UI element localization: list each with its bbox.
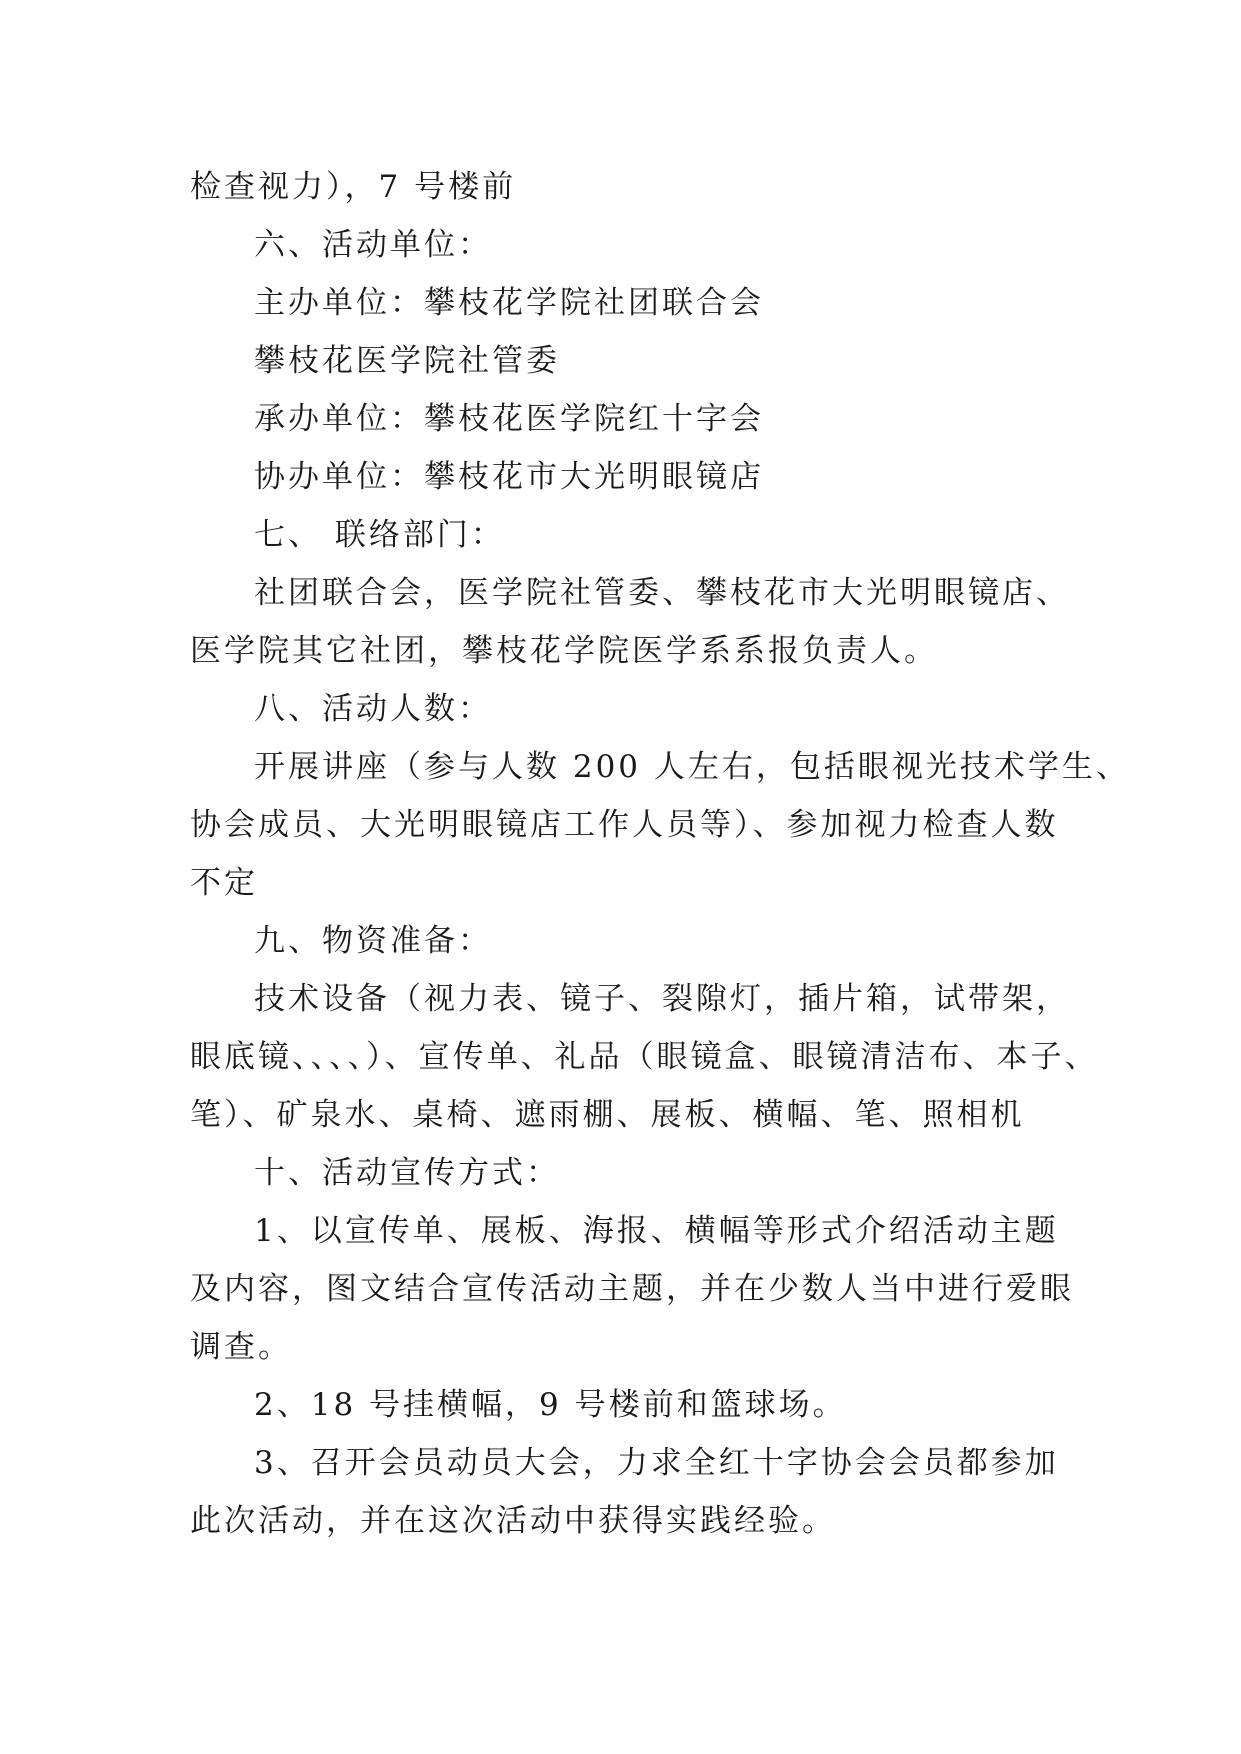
participants-paragraph-line: 开展讲座（参与人数 200 人左右，包括眼视光技术学生、 (254, 749, 1130, 785)
contacts-paragraph-line: 医学院其它社团，攀枝花学院医学系系报负责人。 (190, 633, 938, 669)
section-heading-organizers: 六、活动单位： (254, 227, 492, 263)
publicity-item-1-line: 1、以宣传单、展板、海报、横幅等形式介绍活动主题 (254, 1213, 1059, 1249)
participants-paragraph-line: 协会成员、大光明眼镜店工作人员等）、参加视力检查人数 (190, 807, 1059, 843)
section-heading-contacts: 七、 联络部门： (254, 517, 505, 553)
publicity-item-3-line: 3、召开会员动员大会，力求全红十字协会会员都参加 (254, 1445, 1059, 1481)
publicity-item-1-line: 及内容，图文结合宣传活动主题，并在少数人当中进行爱眼 (190, 1271, 1074, 1307)
host-organizer: 主办单位：攀枝花学院社团联合会 (254, 285, 764, 321)
executing-organizer: 承办单位：攀枝花医学院红十字会 (254, 401, 764, 437)
materials-paragraph-line: 笔）、矿泉水、桌椅、遮雨棚、展板、横幅、笔、照相机 (190, 1097, 1025, 1133)
host-organizer-second: 攀枝花医学院社管委 (254, 343, 560, 379)
document-body (190, 158, 1130, 1550)
continued-line-vision-check: 检查视力），7 号楼前 (190, 169, 517, 205)
section-heading-materials: 九、物资准备： (254, 923, 492, 959)
contacts-paragraph-line: 社团联合会，医学院社管委、攀枝花市大光明眼镜店、 (254, 575, 1070, 611)
materials-paragraph-line: 技术设备（视力表、镜子、裂隙灯，插片箱，试带架， (254, 981, 1070, 1017)
publicity-item-2: 2、18 号挂横幅，9 号楼前和篮球场。 (254, 1387, 847, 1423)
section-heading-publicity: 十、活动宣传方式： (254, 1155, 560, 1191)
assisting-organizer: 协办单位：攀枝花市大光明眼镜店 (254, 459, 764, 495)
publicity-item-1-line: 调查。 (190, 1329, 292, 1365)
publicity-item-3-line: 此次活动，并在这次活动中获得实践经验。 (190, 1503, 836, 1539)
materials-paragraph-line: 眼底镜、、、、）、宣传单、礼品（眼镜盒、眼镜清洁布、本子、 (190, 1039, 1099, 1075)
section-heading-participants: 八、活动人数： (254, 691, 492, 727)
participants-paragraph-line: 不定 (190, 865, 258, 901)
